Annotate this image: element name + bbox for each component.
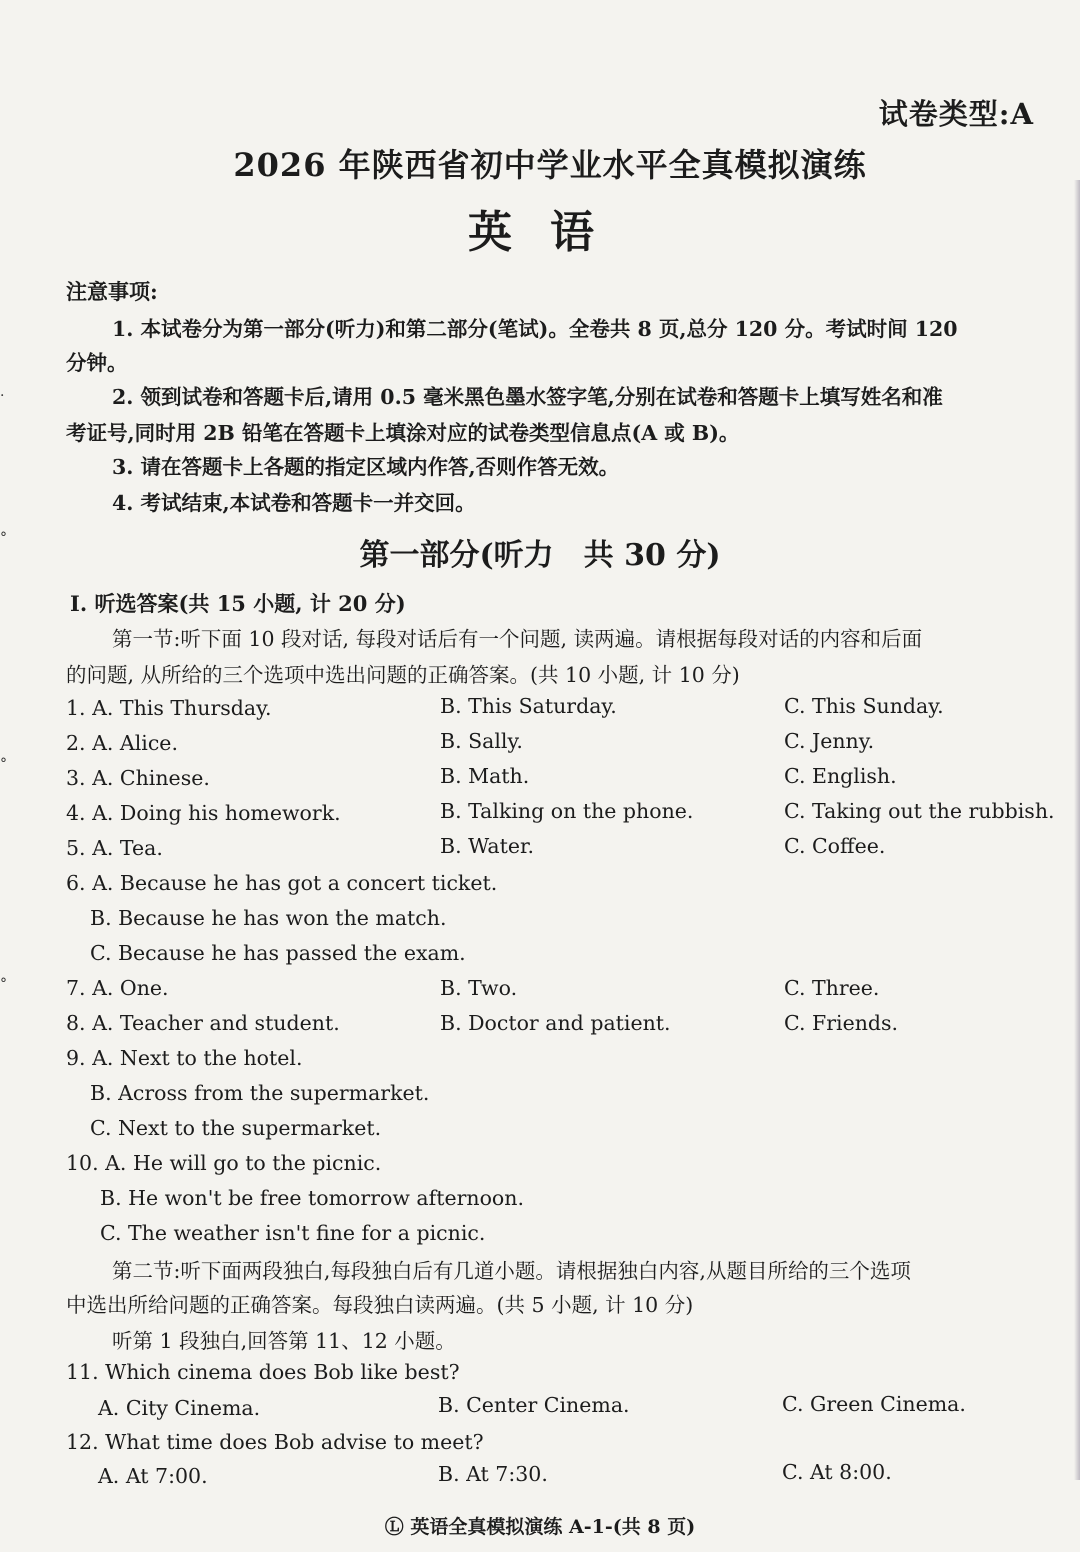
q11-option-b: B. Center Cinema. [438, 1393, 630, 1417]
q11-stem: 11. Which cinema does Bob like best? [66, 1360, 460, 1384]
monologue-instruction: 听第 1 段独白,回答第 11、12 小题。 [112, 1329, 456, 1353]
q10-option-b: B. He won't be free tomorrow afternoon. [100, 1186, 524, 1210]
q12-option-a: A. At 7:00. [98, 1464, 208, 1488]
q6-option-a: 6. A. Because he has got a concert ticket. [66, 871, 498, 895]
q11-option-c: C. Green Cinema. [782, 1392, 966, 1416]
q2-option-a: 2. A. Alice. [66, 731, 178, 755]
q3-option-b: B. Math. [440, 764, 530, 788]
q2-option-c: C. Jenny. [784, 729, 875, 753]
q6-option-b: B. Because he has won the match. [90, 906, 447, 930]
section1-intro-line: 的问题, 从所给的三个选项中选出问题的正确答案。(共 10 小题, 计 10 分) [66, 663, 740, 687]
q3-option-a: 3. A. Chinese. [66, 766, 210, 790]
q1-option-b: B. This Saturday. [440, 694, 617, 718]
q12-option-b: B. At 7:30. [438, 1462, 548, 1486]
q9-option-a: 9. A. Next to the hotel. [66, 1046, 303, 1070]
q4-option-b: B. Talking on the phone. [440, 799, 694, 823]
subject-title: 英语 [468, 207, 632, 258]
q8-option-b: B. Doctor and patient. [440, 1011, 671, 1035]
q4-option-c: C. Taking out the rubbish. [784, 799, 1055, 823]
note-line: 1. 本试卷分为第一部分(听力)和第二部分(笔试)。全卷共 8 页,总分 120 分。考试时间 120 [112, 317, 958, 341]
q6-option-c: C. Because he has passed the exam. [90, 941, 466, 965]
section2-intro-line: 中选出所给问题的正确答案。每段独白读两遍。(共 5 小题, 计 10 分) [66, 1293, 694, 1317]
q7-option-c: C. Three. [784, 976, 880, 1000]
paper-type-label: 试卷类型:A [878, 97, 1034, 131]
q9-option-c: C. Next to the supermarket. [90, 1116, 382, 1140]
q12-option-c: C. At 8:00. [782, 1460, 892, 1484]
q5-option-c: C. Coffee. [784, 834, 886, 858]
note-line: 2. 领到试卷和答题卡后,请用 0.5 毫米黑色墨水签字笔,分别在试卷和答题卡上填写姓名和准 [112, 385, 943, 409]
note-line: 考证号,同时用 2B 铅笔在答题卡上填涂对应的试卷类型信息点(A 或 B)。 [66, 421, 740, 445]
q10-option-c: C. The weather isn't fine for a picnic. [100, 1221, 486, 1245]
section2-intro-line: 第二节:听下面两段独白,每段独白后有几道小题。请根据独白内容,从题目所给的三个选项 [112, 1259, 911, 1283]
notes-heading: 注意事项: [66, 279, 158, 304]
q1-option-c: C. This Sunday. [784, 694, 944, 718]
note-line: 分钟。 [66, 351, 128, 375]
q1-option-a: 1. A. This Thursday. [66, 696, 272, 720]
page-edge-shadow [1074, 180, 1080, 1480]
page-footer: Ⓛ 英语全真模拟演练 A-1-(共 8 页) [384, 1516, 696, 1538]
q5-option-a: 5. A. Tea. [66, 836, 163, 860]
q2-option-b: B. Sally. [440, 729, 523, 753]
exam-title: 2026 年陕西省初中学业水平全真模拟演练 [233, 146, 867, 184]
margin-mark: ° [0, 976, 7, 992]
q8-option-a: 8. A. Teacher and student. [66, 1011, 340, 1035]
q11-option-a: A. City Cinema. [98, 1396, 261, 1420]
part-one-title: 第一部分(听力 共 30 分) [359, 538, 721, 573]
margin-mark: · [0, 388, 5, 404]
q4-option-a: 4. A. Doing his homework. [66, 801, 341, 825]
section-heading: Ⅰ. 听选答案(共 15 小题, 计 20 分) [70, 591, 406, 616]
margin-mark: ° [0, 756, 7, 772]
q8-option-c: C. Friends. [784, 1011, 899, 1035]
note-line: 3. 请在答题卡上各题的指定区域内作答,否则作答无效。 [112, 455, 620, 479]
section1-intro-line: 第一节:听下面 10 段对话, 每段对话后有一个问题, 读两遍。请根据每段对话的内容和后面 [112, 627, 923, 651]
q9-option-b: B. Across from the supermarket. [90, 1081, 430, 1105]
q10-option-a: 10. A. He will go to the picnic. [66, 1151, 382, 1175]
q5-option-b: B. Water. [440, 834, 535, 858]
margin-mark: ° [0, 530, 7, 546]
q3-option-c: C. English. [784, 764, 897, 788]
q7-option-a: 7. A. One. [66, 976, 169, 1000]
q12-stem: 12. What time does Bob advise to meet? [66, 1430, 484, 1454]
q7-option-b: B. Two. [440, 976, 518, 1000]
note-line: 4. 考试结束,本试卷和答题卡一并交回。 [112, 491, 476, 515]
